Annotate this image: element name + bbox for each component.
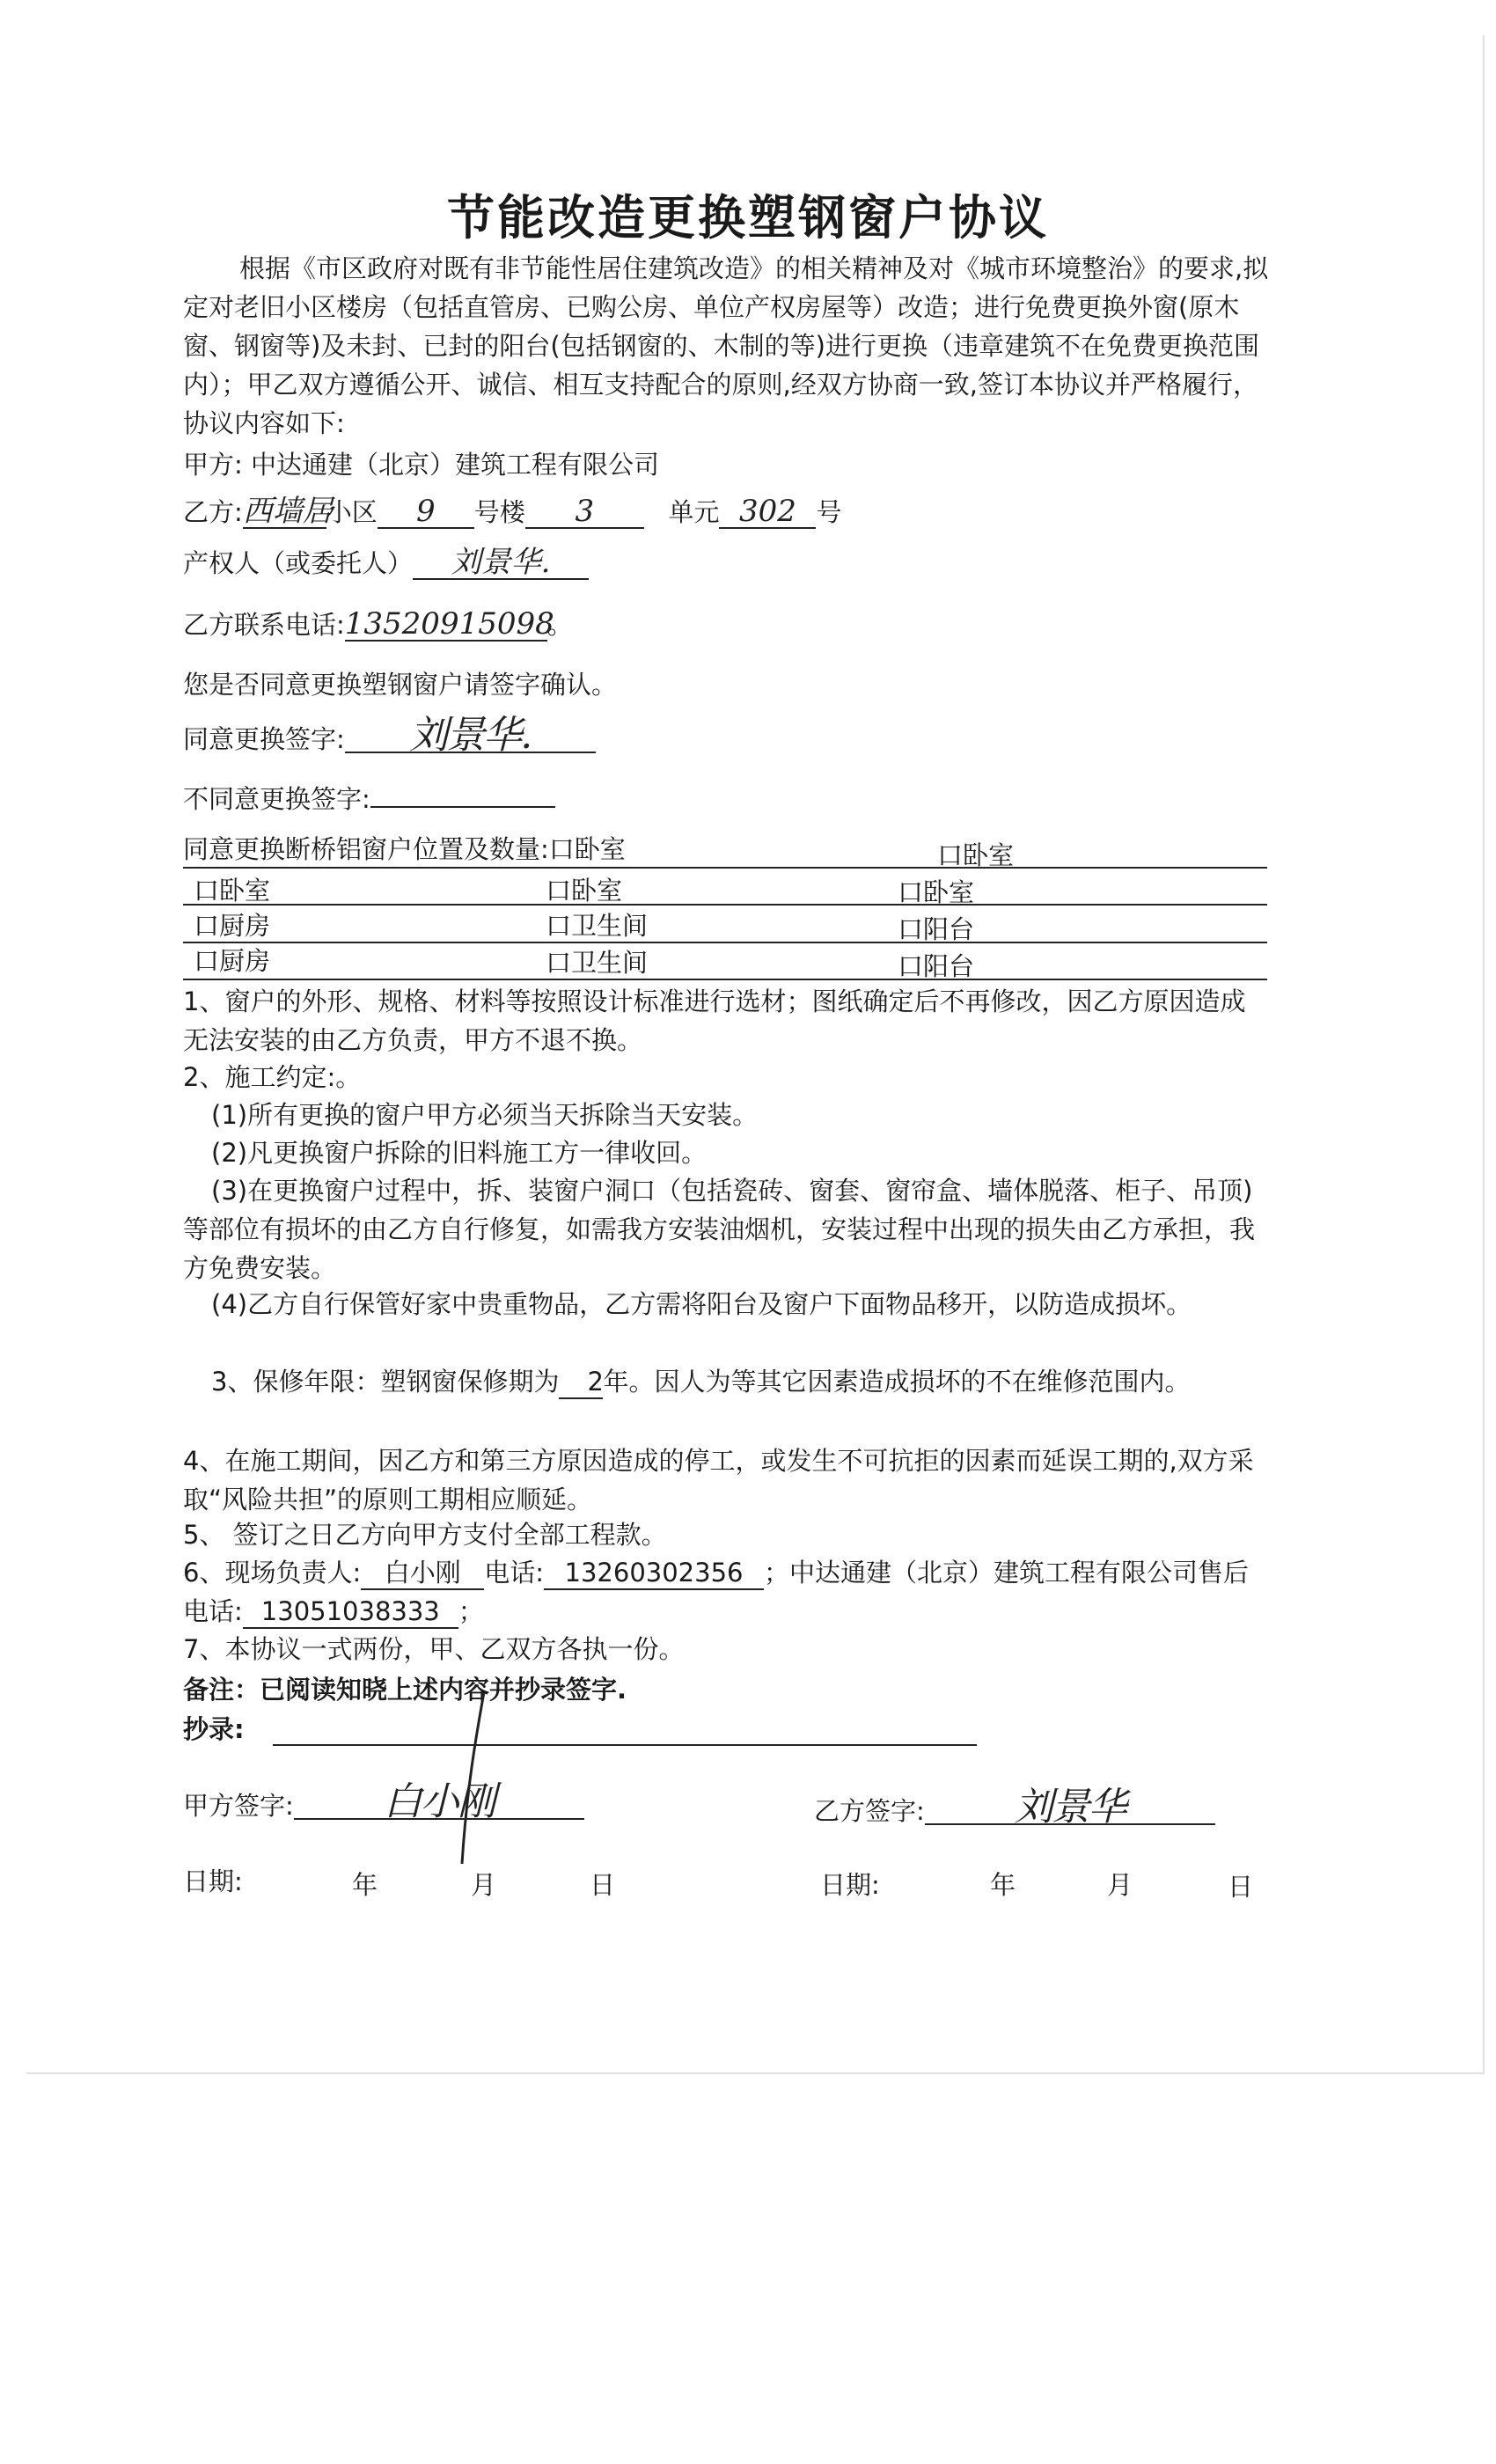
clause-6-prefix: 6、现场负责人: bbox=[183, 1558, 362, 1588]
party-b-label: 乙方: bbox=[183, 497, 243, 527]
site-manager-name: 白小刚 bbox=[361, 1557, 484, 1590]
disagree-line bbox=[183, 781, 555, 817]
date-a-label: 日期: bbox=[183, 1866, 243, 1896]
owner-line bbox=[183, 546, 589, 581]
clause-2-4: (4)乙方自行保管好家中贵重物品，乙方需将阳台及窗户下面物品移开，以防造成损坏。 bbox=[211, 1289, 1192, 1319]
clause-5: 5、 签订之日乙方向甲方支付全部工程款。 bbox=[183, 1520, 667, 1550]
after-sales-phone: 13051038333 bbox=[243, 1595, 458, 1629]
agree-label: 同意更换签字: bbox=[183, 724, 345, 754]
clause-6-middle: ；中达通建（北京）建筑工程有限公司售后电话: bbox=[183, 1558, 1250, 1626]
sign-a-line bbox=[183, 1779, 584, 1824]
window-option: 口阳台 bbox=[898, 914, 975, 944]
confirm-prompt: 您是否同意更换塑钢窗户请签字确认。 bbox=[183, 670, 618, 700]
copy-rule bbox=[273, 1744, 977, 1746]
clause-3-prefix: 3、保修年限：塑钢窗保修期为 bbox=[211, 1367, 560, 1397]
party-a: 甲方: 中达通建（北京）建筑工程有限公司 bbox=[183, 450, 659, 480]
community-suffix: 小区 bbox=[326, 497, 378, 527]
unit-field: 3 bbox=[525, 495, 644, 529]
window-option: 口阳台 bbox=[898, 951, 975, 981]
party-b-address bbox=[183, 495, 842, 530]
phone-suffix: 。 bbox=[546, 610, 573, 640]
agree-signature: 刘景华. bbox=[345, 720, 596, 753]
clause-4: 4、在施工期间，因乙方和第三方原因造成的停工，或发生不可抗拒的因素而延误工期的,双方采取“风险共担”的原则工期相应顺延。 bbox=[183, 1446, 1254, 1514]
windows-label: 同意更换断桥铝窗户位置及数量: bbox=[183, 834, 549, 864]
windows-row-rule bbox=[183, 904, 1267, 906]
window-option: 口厨房 bbox=[194, 911, 271, 941]
clause-3-suffix: 年。因人为等其它因素造成损坏的不在维修范围内。 bbox=[603, 1367, 1191, 1397]
room-field: 302 bbox=[719, 495, 816, 529]
windows-row-rule bbox=[183, 867, 1267, 869]
window-option: 口厨房 bbox=[194, 946, 271, 976]
building-field: 9 bbox=[378, 495, 474, 529]
clause-1: 1、窗户的外形、规格、材料等按照设计标准进行选材；图纸确定后不再修改，因乙方原因造成无法安装的由乙方负责，甲方不退不换。 bbox=[183, 986, 1246, 1055]
clause-3 bbox=[183, 1362, 1270, 1401]
date-b-month: 月 bbox=[1107, 1870, 1133, 1900]
phone-label: 乙方联系电话: bbox=[183, 610, 345, 640]
window-option: 口卧室 bbox=[546, 876, 623, 906]
clause-7: 7、本协议一式两份，甲、乙双方各执一份。 bbox=[183, 1634, 685, 1664]
windows-row-rule bbox=[183, 942, 1267, 943]
window-option: 口卧室 bbox=[194, 876, 271, 906]
site-manager-tel-label: 电话: bbox=[484, 1558, 545, 1588]
clause-2-1: (1)所有更换的窗户甲方必须当天拆除当天安装。 bbox=[211, 1100, 759, 1130]
clause-2-3: (3)在更换窗户过程中，拆、装窗户洞口（包括瓷砖、窗套、窗帘盒、墙体脱落、柜子、吊顶)等部位有损坏的由乙方自行修复，如需我方安装油烟机，安装过程中出现的损失由乙方承担，我方免费安装。 bbox=[183, 1176, 1256, 1283]
phone-line bbox=[183, 607, 573, 642]
phone-field: 13520915098 bbox=[344, 606, 554, 642]
window-option: 口卫生间 bbox=[546, 948, 649, 978]
date-b-day: 日 bbox=[1228, 1872, 1254, 1902]
sign-a-signature: 白小刚 bbox=[294, 1786, 584, 1820]
windows-label-line bbox=[183, 832, 626, 867]
document-title: 节能改造更换塑钢窗户协议 bbox=[447, 190, 1049, 246]
unit-suffix: 单元 bbox=[668, 497, 720, 527]
community-field: 西墙居 bbox=[242, 494, 333, 529]
agree-line bbox=[183, 713, 596, 758]
disagree-label: 不同意更换签字: bbox=[183, 784, 370, 814]
date-b-year: 年 bbox=[990, 1870, 1016, 1900]
windows-row-rule bbox=[183, 979, 1267, 980]
sign-b-label: 乙方签字: bbox=[814, 1796, 925, 1826]
building-suffix: 号楼 bbox=[473, 497, 525, 527]
warranty-years: 2 bbox=[559, 1366, 603, 1399]
copy-label: 抄录: bbox=[183, 1714, 245, 1744]
clause-2-2: (2)凡更换窗户拆除的旧料施工方一律收回。 bbox=[211, 1138, 708, 1168]
room-suffix: 号 bbox=[816, 497, 842, 527]
window-option: 口卫生间 bbox=[546, 911, 649, 941]
window-option: 口卧室 bbox=[937, 840, 1015, 870]
clause-2: 2、施工约定:。 bbox=[183, 1062, 362, 1092]
disagree-field bbox=[370, 806, 555, 808]
pen-stroke bbox=[449, 1688, 502, 1873]
sign-b-signature: 刘景华 bbox=[925, 1792, 1215, 1825]
site-manager-phone: 13260302356 bbox=[544, 1557, 764, 1590]
date-a-month: 月 bbox=[471, 1870, 497, 1900]
sign-b-line bbox=[814, 1785, 1215, 1830]
sign-a-label: 甲方签字: bbox=[183, 1791, 294, 1821]
date-a-day: 日 bbox=[590, 1870, 616, 1900]
owner-label: 产权人（或委托人） bbox=[183, 548, 414, 578]
clause-6-end: ； bbox=[458, 1596, 484, 1626]
window-option: 口卧室 bbox=[548, 834, 626, 864]
window-option: 口卧室 bbox=[898, 877, 975, 907]
clause-6 bbox=[183, 1553, 1270, 1631]
copy-line bbox=[183, 1712, 245, 1747]
owner-field: 刘景华. bbox=[413, 546, 589, 580]
intro-paragraph: 根据《市区政府对既有非节能性居住建筑改造》的相关精神及对《城市环境整治》的要求,拟定对老旧小区楼房（包括直管房、已购公房、单位产权房屋等）改造；进行免费更换外窗(原木窗、钢窗等)及未封、已封的阳台(包括钢窗的、木制的等)进行更换（违章建筑不在免费更换范围内）；甲乙双方遵循公开、诚信、相互支持配合的原则,经双方协商一致,签订本协议并严格履行，协议内容如下: bbox=[183, 253, 1269, 438]
date-a bbox=[183, 1864, 243, 1899]
note-line: 备注：已阅读知晓上述内容并抄录签字. bbox=[183, 1675, 627, 1705]
date-b-label: 日期: bbox=[820, 1870, 880, 1900]
date-a-year: 年 bbox=[352, 1870, 378, 1900]
